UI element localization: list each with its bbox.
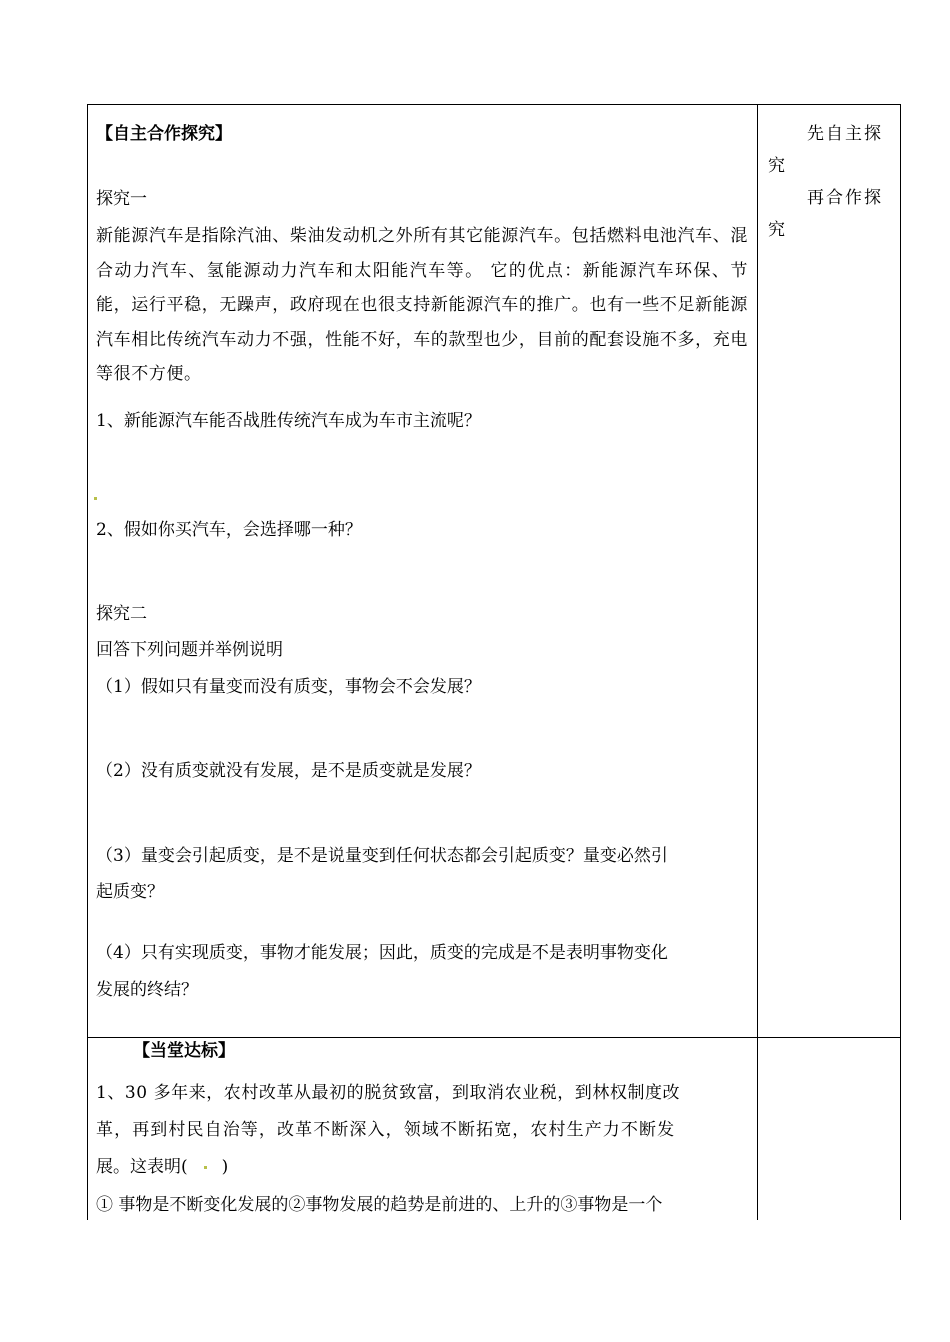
sub-question-4-line-2: 发展的终结？ xyxy=(96,980,198,1000)
exercise-1-line-1: 1、30 多年来，农村改革从最初的脱贫致富，到取消农业税，到林权制度改 xyxy=(96,1083,681,1103)
exercise-1-options: ① 事物是不断变化发展的②事物发展的趋势是前进的、上升的③事物是一个 xyxy=(96,1195,663,1215)
sub-question-4-line-1: （4）只有实现质变，事物才能发展；因此，质变的完成是不是表明事物变化 xyxy=(96,943,668,963)
exercise-1-line-2: 革，再到村民自治等，改革不断深入，领域不断拓宽，农村生产力不断发 xyxy=(96,1120,676,1140)
sub-question-1: （1）假如只有量变而没有质变，事物会不会发展？ xyxy=(96,677,481,697)
question-2: 2、假如你买汽车，会选择哪一种？ xyxy=(96,520,362,540)
column-divider xyxy=(757,104,758,1220)
side-note-line-4: 究 xyxy=(768,220,785,240)
section-heading-class-assessment: 【当堂达标】 xyxy=(133,1041,235,1061)
question-1: 1、新能源汽车能否战胜传统汽车成为车市主流呢？ xyxy=(96,411,481,431)
section-heading-cooperative-inquiry: 【自主合作探究】 xyxy=(96,124,232,144)
inquiry-two-title: 探究二 xyxy=(96,604,147,624)
side-note-line-3: 再合作探 xyxy=(807,188,883,208)
exercise-1-line-3 xyxy=(96,1150,228,1184)
sub-question-2: （2）没有质变就没有发展，是不是质变就是发展？ xyxy=(96,761,481,781)
table-top-border xyxy=(87,104,901,105)
sub-question-3-line-2: 起质变？ xyxy=(96,882,164,902)
stray-mark xyxy=(94,497,97,500)
exercise-1-line-3-suffix: ) xyxy=(221,1157,229,1177)
side-note-line-1: 先自主探 xyxy=(807,124,883,144)
table-left-border xyxy=(87,104,88,1220)
inquiry-two-intro: 回答下列问题并举例说明 xyxy=(96,640,283,660)
inquiry-one-paragraph: 新能源汽车是指除汽油、柴油发动机之外所有其它能源汽车。包括燃料电池汽车、混合动力汽车、氢能源动力汽车和太阳能汽车等。 它的优点：新能源汽车环保、节能，运行平稳，无躁声，政府现在也很支持新能源汽车的推广。也有一些不足新能源汽车相比传统汽车动力不强，性能不好，车的款型也少，目前的配套设施不多，充电等很不方便。 xyxy=(96,226,748,384)
table-right-border xyxy=(900,104,901,1220)
exercise-1-line-3-prefix: 展。这表明( xyxy=(96,1157,188,1177)
sub-question-3-line-1: （3）量变会引起质变，是不是说量变到任何状态都会引起质变？量变必然引 xyxy=(96,846,668,866)
inquiry-one-title: 探究一 xyxy=(96,189,147,209)
blank-mark xyxy=(204,1166,207,1169)
side-note-line-2: 究 xyxy=(768,156,785,176)
